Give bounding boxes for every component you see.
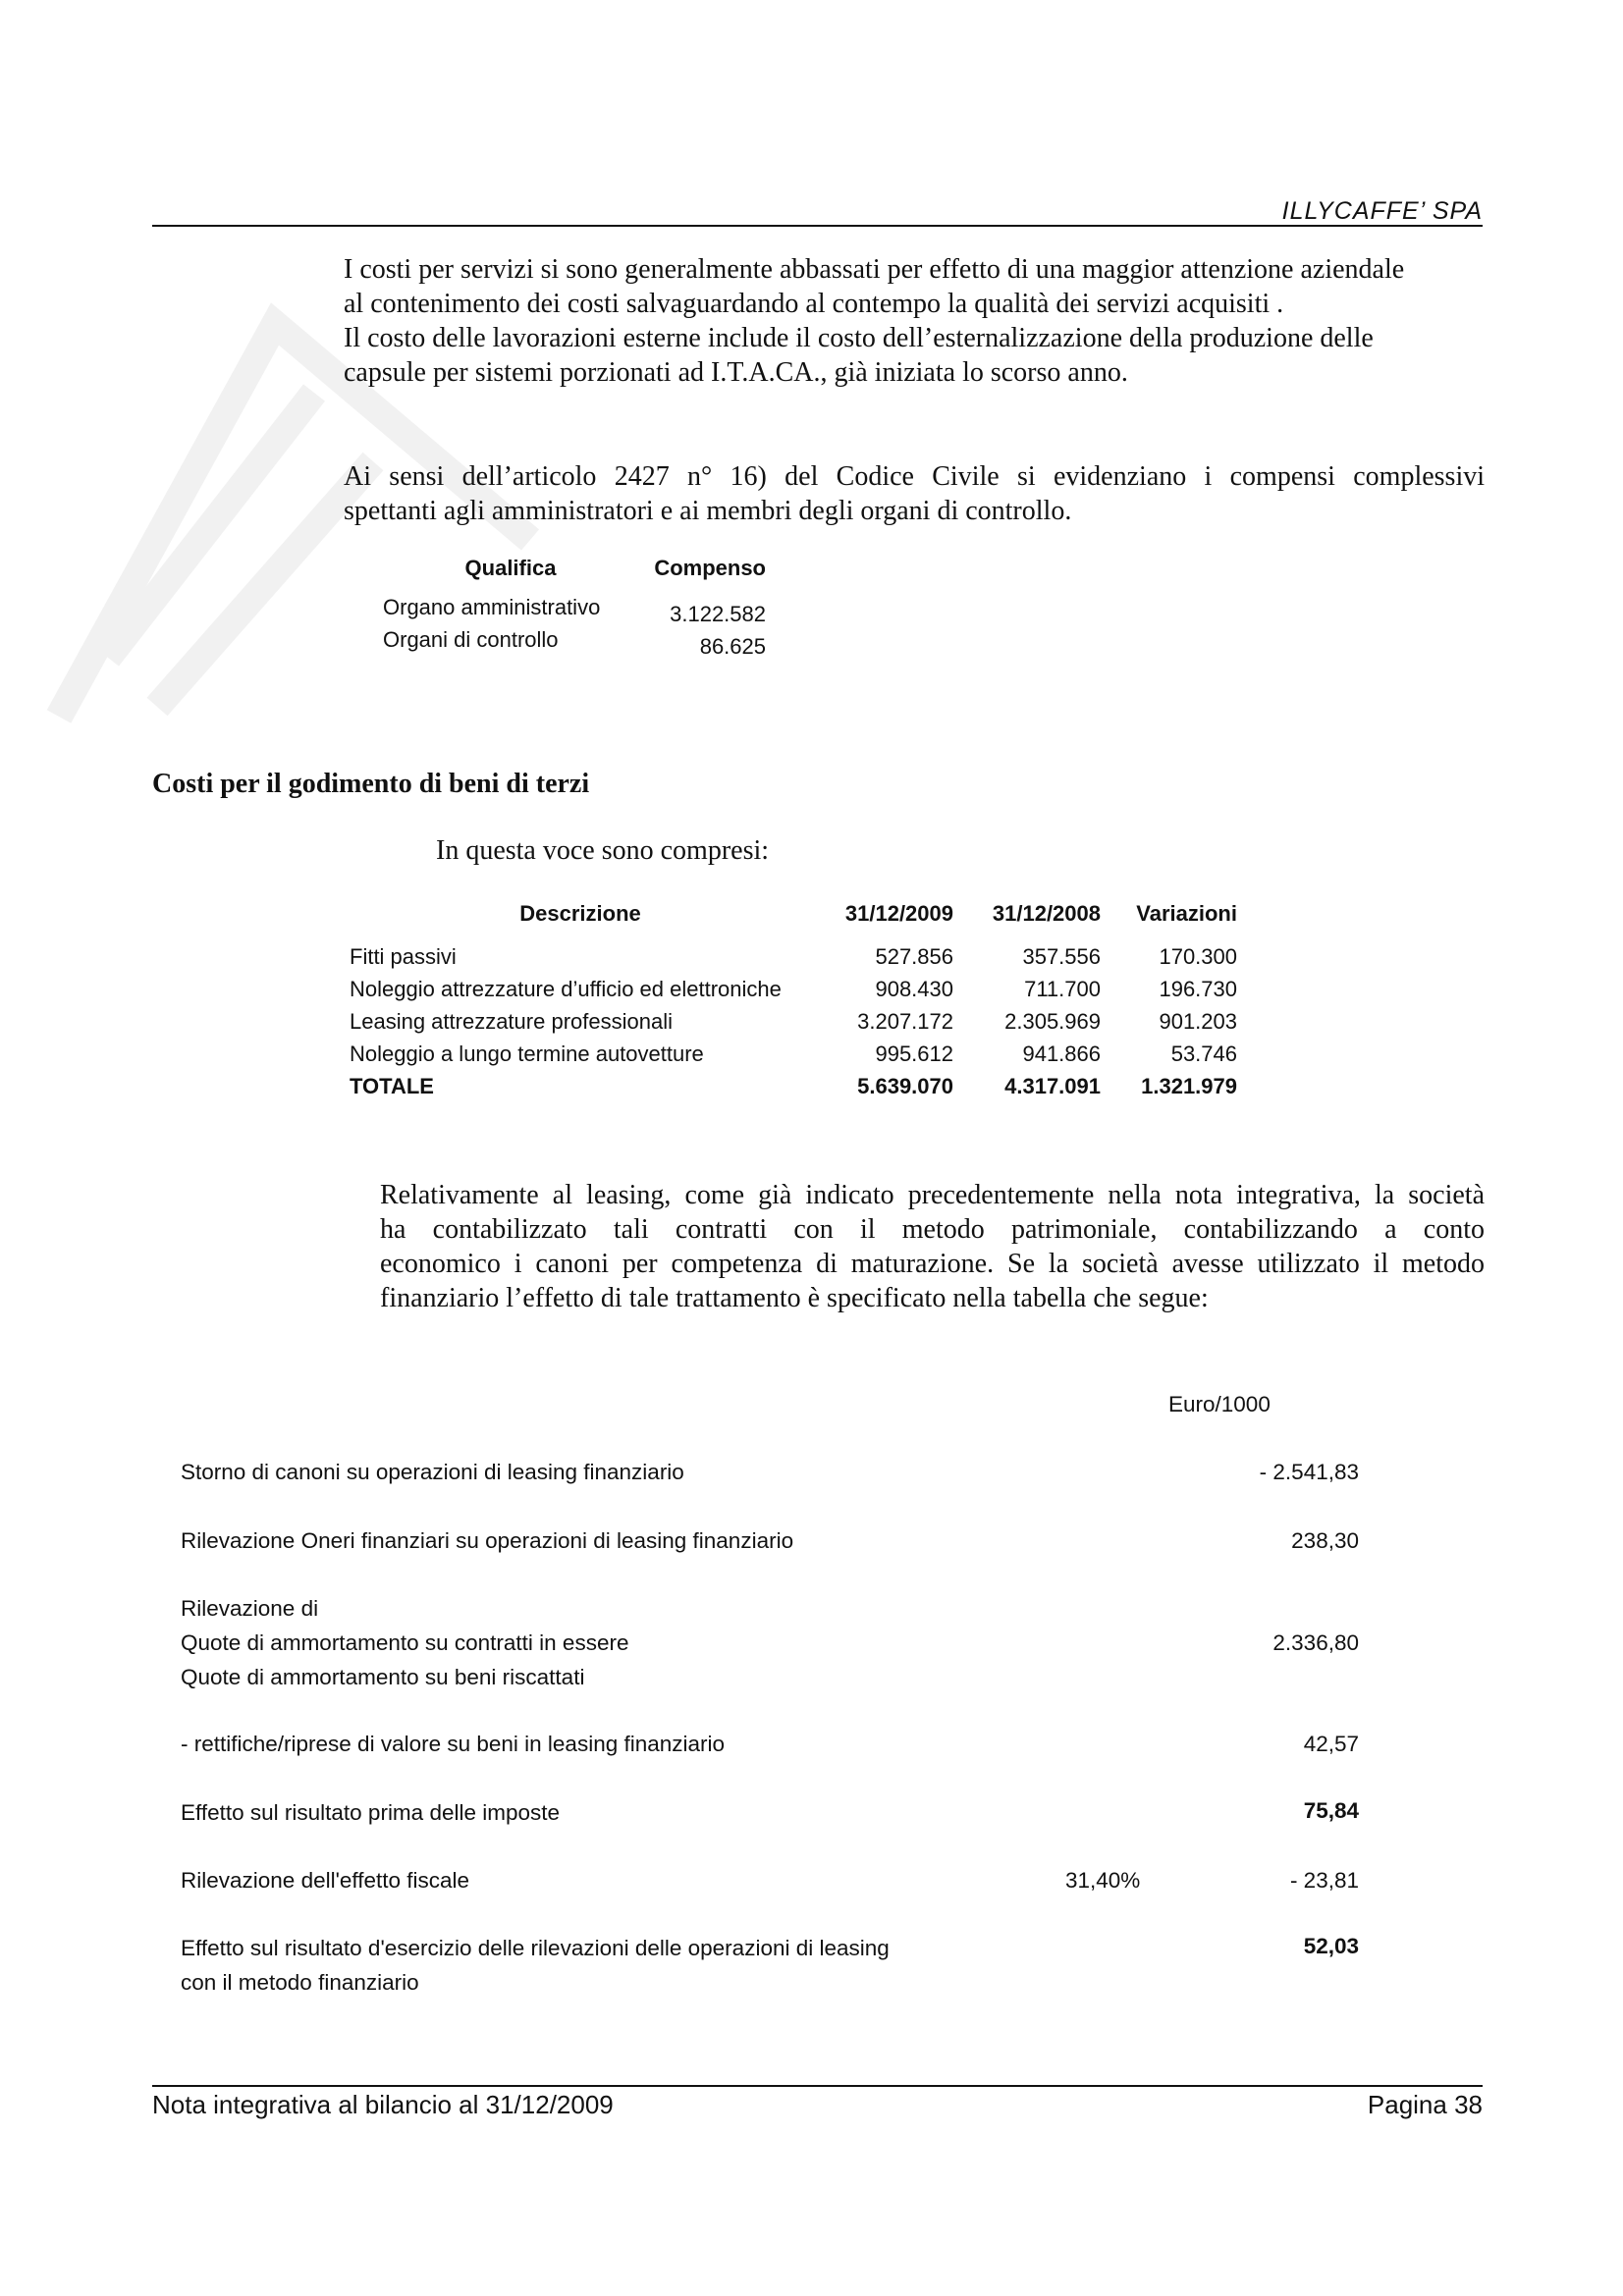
godimento-2008: 941.866 <box>1022 1041 1101 1066</box>
intro-line: al contenimento dei costi salvaguardando al contempo la qualità dei servizi acquisiti . <box>344 289 1284 319</box>
godimento-total-row <box>350 1070 1237 1102</box>
godimento-var: 53.746 <box>1170 1041 1237 1066</box>
y2009-header: 31/12/2009 <box>844 901 953 926</box>
ammortamento-block <box>181 1591 628 1694</box>
ammortamento-line: Quote di ammortamento su contratti in essere <box>181 1630 629 1655</box>
godimento-var: 170.300 <box>1159 943 1237 969</box>
leasing-line: ha contabilizzato tali contratti con il metodo patrimoniale, contabilizzando a conto <box>380 1214 1485 1245</box>
godimento-2008: 357.556 <box>1022 943 1101 969</box>
compensi-label: Organo amministrativo <box>383 595 601 619</box>
leasing-line: economico i canoni per competenza di maturazione. Se la società avesse utilizzato il metodo <box>380 1249 1485 1279</box>
company-header: ILLYCAFFE’ SPA <box>1281 197 1483 225</box>
footer-title: Nota integrativa al bilancio al 31/12/2009 <box>152 2090 614 2119</box>
godimento-label: Noleggio attrezzature d’ufficio ed elettroniche <box>350 976 782 1001</box>
compensi-line: Ai sensi dell’articolo 2427 n° 16) del Codice Civile si evidenziano i compensi complessivi <box>344 461 1485 492</box>
intro-paragraph <box>344 252 1483 390</box>
leasing-line: finanziario l’effetto di tale trattamento è specificato nella tabella che segue: <box>380 1283 1209 1313</box>
header-rule <box>152 225 1483 227</box>
compensi-header-row <box>383 556 766 595</box>
ammortamento-line: Rilevazione di <box>181 1596 319 1621</box>
godimento-var: 196.730 <box>1159 976 1237 1001</box>
godimento-row <box>350 973 1237 1005</box>
unit-label: Euro/1000 <box>1168 1392 1271 1416</box>
godimento-2009: 3.207.172 <box>857 1008 953 1034</box>
intro-line: Il costo delle lavorazioni esterne include il costo dell’esternalizzazione della produzione delle <box>344 323 1374 353</box>
compensi-value: 86.625 <box>699 634 766 659</box>
qualifica-header: Qualifica <box>464 556 557 580</box>
effetto-netto-value: 52,03 <box>1303 1934 1359 1958</box>
rettifiche-value: 42,57 <box>1303 1732 1359 1756</box>
godimento-header-row <box>350 901 1237 940</box>
section-intro: In questa voce sono compresi: <box>436 835 770 866</box>
total-label: TOTALE <box>350 1073 434 1098</box>
compenso-header: Compenso <box>654 556 766 580</box>
godimento-label: Noleggio a lungo termine autovetture <box>350 1041 704 1066</box>
godimento-table <box>350 901 1237 1102</box>
compensi-line: spettanti agli amministratori e ai membri degli organi di controllo. <box>344 496 1072 526</box>
fiscale-label: Rilevazione dell'effetto fiscale <box>181 1868 470 1893</box>
intro-line: I costi per servizi si sono generalmente abbassati per effetto di una maggior attenzione aziendale <box>344 254 1405 285</box>
godimento-var: 901.203 <box>1159 1008 1237 1034</box>
effetto-netto-line: Effetto sul risultato d'esercizio delle rilevazioni delle operazioni di leasing <box>181 1936 890 1960</box>
oneri-label: Rilevazione Oneri finanziari su operazioni di leasing finanziario <box>181 1528 794 1553</box>
compensi-table <box>383 556 766 660</box>
godimento-label: Leasing attrezzature professionali <box>350 1008 673 1034</box>
effetto-netto-line: con il metodo finanziario <box>181 1970 419 1995</box>
compensi-row <box>383 627 766 660</box>
compensi-row <box>383 595 766 627</box>
godimento-2009: 527.856 <box>875 943 953 969</box>
compensi-value: 3.122.582 <box>670 602 766 626</box>
godimento-label: Fitti passivi <box>350 943 457 969</box>
total-2009: 5.639.070 <box>857 1073 953 1098</box>
leasing-paragraph <box>380 1178 1485 1315</box>
godimento-2009: 908.430 <box>875 976 953 1001</box>
rettifiche-label: - rettifiche/riprese di valore su beni in leasing finanziario <box>181 1732 726 1756</box>
effetto-ante-label: Effetto sul risultato prima delle imposte <box>181 1800 561 1825</box>
effetto-ante-value: 75,84 <box>1303 1798 1359 1823</box>
y2008-header: 31/12/2008 <box>992 901 1101 926</box>
oneri-value: 238,30 <box>1291 1528 1359 1553</box>
godimento-row <box>350 1005 1237 1038</box>
descrizione-header: Descrizione <box>519 901 641 926</box>
leasing-line: Relativamente al leasing, come già indicato precedentemente nella nota integrativa, la società <box>380 1180 1485 1210</box>
intro-line: capsule per sistemi porzionati ad I.T.A.CA., già iniziata lo scorso anno. <box>344 357 1128 388</box>
section-title: Costi per il godimento di beni di terzi <box>152 769 590 799</box>
total-var: 1.321.979 <box>1141 1073 1237 1098</box>
fiscale-rate: 31,40% <box>1065 1868 1141 1893</box>
ammortamento-line: Quote di ammortamento su beni riscattati <box>181 1665 585 1689</box>
effetto-netto-block <box>181 1931 890 2000</box>
compensi-paragraph <box>344 459 1485 528</box>
storno-label: Storno di canoni su operazioni di leasing finanziario <box>181 1460 684 1484</box>
compensi-label: Organi di controllo <box>383 627 559 652</box>
storno-value: - 2.541,83 <box>1259 1460 1359 1484</box>
godimento-2009: 995.612 <box>875 1041 953 1066</box>
fiscale-value: - 23,81 <box>1289 1868 1359 1893</box>
footer-rule <box>152 2085 1483 2087</box>
godimento-2008: 2.305.969 <box>1004 1008 1101 1034</box>
total-2008: 4.317.091 <box>1004 1073 1101 1098</box>
godimento-row <box>350 1038 1237 1070</box>
ammortamento-value: 2.336,80 <box>1272 1630 1359 1655</box>
godimento-row <box>350 940 1237 973</box>
variazioni-header: Variazioni <box>1136 901 1237 926</box>
godimento-2008: 711.700 <box>1024 976 1101 1001</box>
page-number: Pagina 38 <box>1367 2090 1483 2119</box>
